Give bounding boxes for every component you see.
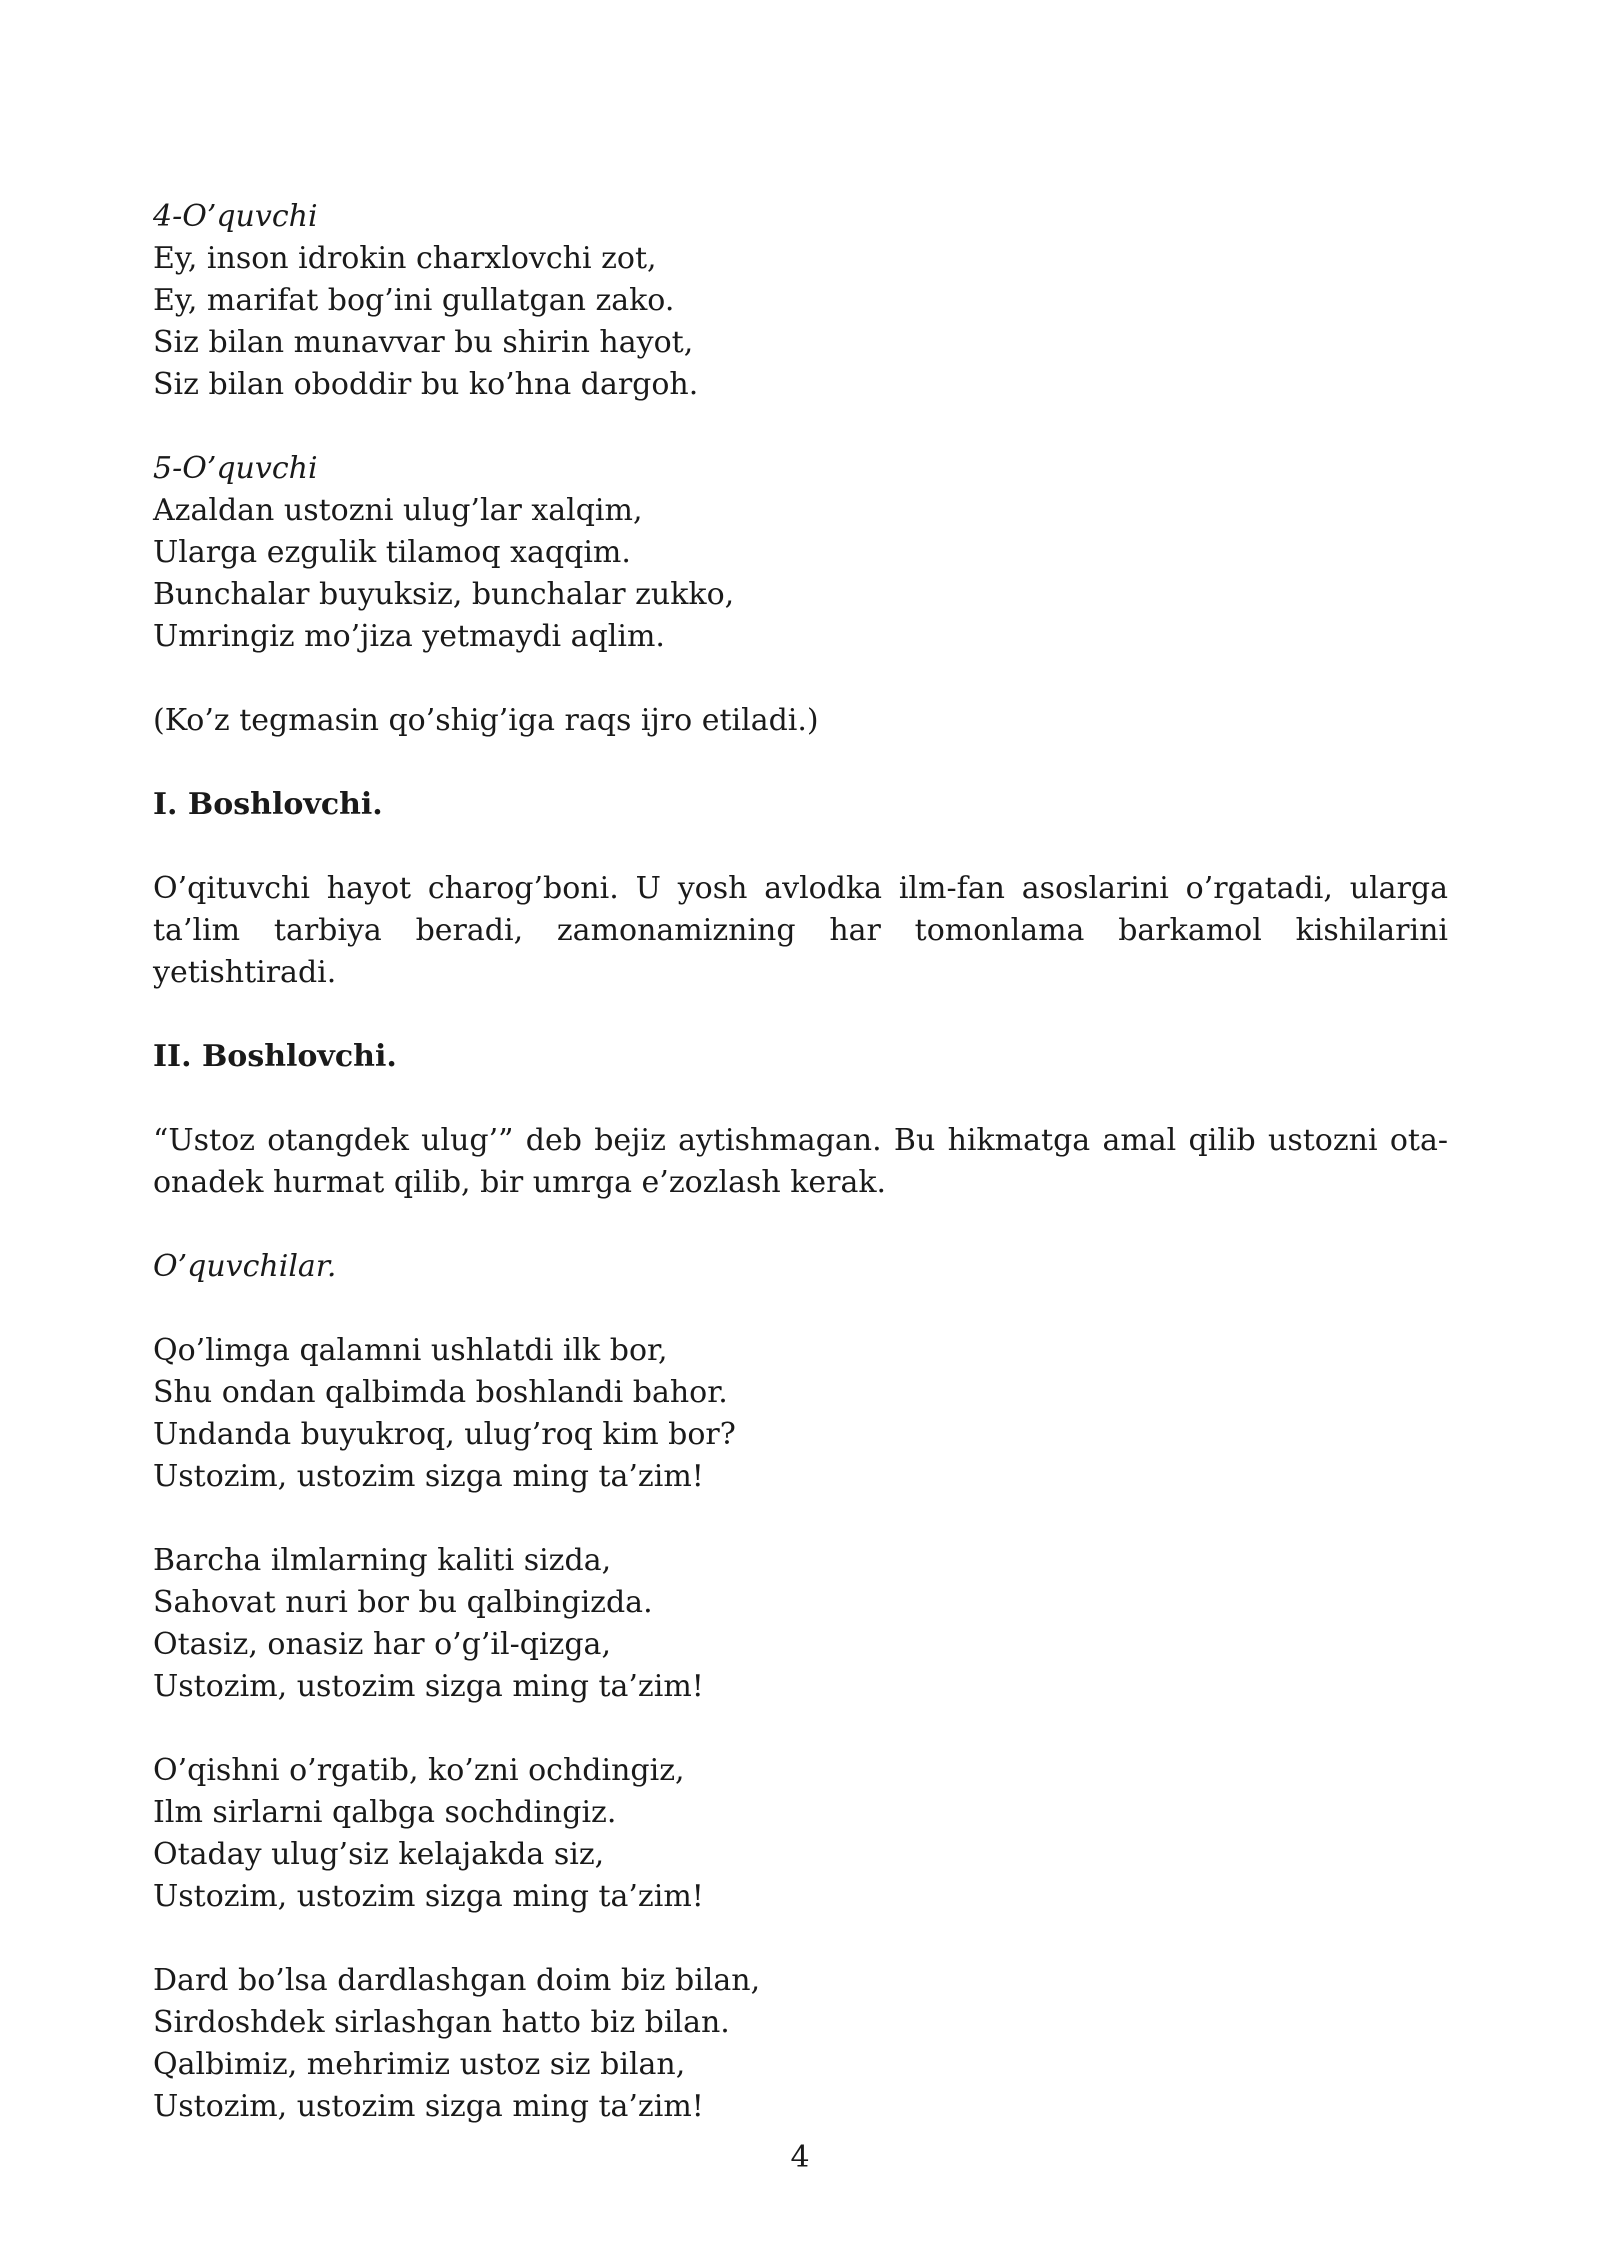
poem-line: Siz bilan oboddir bu ko’hna dargoh. — [153, 367, 699, 402]
poem-line: Ustozim, ustozim sizga ming ta’zim! — [153, 1669, 704, 1704]
poem-line: Azaldan ustozni ulug’lar xalqim, — [153, 493, 643, 528]
host-heading: II. Boshlovchi. — [153, 1039, 397, 1074]
poem-line: Qo’limga qalamni ushlatdi ilk bor, — [153, 1333, 668, 1368]
spacer — [153, 1078, 1448, 1120]
poem-line: Ey, marifat bog’ini gullatgan zako. — [153, 283, 675, 318]
speaker-label: O’quvchilar. — [153, 1249, 337, 1284]
document-page — [153, 196, 1448, 2128]
poem-line: Shu ondan qalbimda boshlandi bahor. — [153, 1375, 728, 1410]
poem-line: Ustozim, ustozim sizga ming ta’zim! — [153, 2089, 704, 2124]
poem-line: Siz bilan munavvar bu shirin hayot, — [153, 325, 694, 360]
page-number: 4 — [790, 2140, 810, 2175]
host-paragraph: “Ustoz otangdek ulug’” deb bejiz aytishmagan. Bu hikmatga amal qilib ustozni ota-onadek hurmat qilib, bir umrga e’zozlash kerak. — [153, 1123, 1448, 1200]
stage-direction: (Ko’z tegmasin qo’shig’iga raqs ijro etiladi.) — [153, 703, 819, 738]
spacer — [153, 826, 1448, 868]
speaker-label: 4-O’quvchi — [153, 199, 318, 234]
spacer — [153, 1708, 1448, 1750]
poem-line: Barcha ilmlarning kaliti sizda, — [153, 1543, 612, 1578]
spacer — [153, 994, 1448, 1036]
spacer — [153, 1918, 1448, 1960]
poem-line: Umringiz mo’jiza yetmaydi aqlim. — [153, 619, 665, 654]
poem-line: O’qishni o’rgatib, ko’zni ochdingiz, — [153, 1753, 685, 1788]
spacer — [153, 1288, 1448, 1330]
poem-line: Ey, inson idrokin charxlovchi zot, — [153, 241, 657, 276]
spacer — [153, 1498, 1448, 1540]
spacer — [153, 406, 1448, 448]
poem-line: Ularga ezgulik tilamoq xaqqim. — [153, 535, 631, 570]
poem-line: Ilm sirlarni qalbga sochdingiz. — [153, 1795, 617, 1830]
spacer — [153, 1204, 1448, 1246]
poem-line: Otaday ulug’siz kelajakda siz, — [153, 1837, 605, 1872]
poem-line: Qalbimiz, mehrimiz ustoz siz bilan, — [153, 2047, 686, 2082]
poem-line: Ustozim, ustozim sizga ming ta’zim! — [153, 1879, 704, 1914]
spacer — [153, 742, 1448, 784]
speaker-label: 5-O’quvchi — [153, 451, 318, 486]
poem-line: Sahovat nuri bor bu qalbingizda. — [153, 1585, 653, 1620]
spacer — [153, 658, 1448, 700]
poem-line: Ustozim, ustozim sizga ming ta’zim! — [153, 1459, 704, 1494]
host-heading: I. Boshlovchi. — [153, 787, 383, 822]
poem-line: Undanda buyukroq, ulug’roq kim bor? — [153, 1417, 736, 1452]
poem-line: Sirdoshdek sirlashgan hatto biz bilan. — [153, 2005, 730, 2040]
poem-line: Dard bo’lsa dardlashgan doim biz bilan, — [153, 1963, 761, 1998]
poem-line: Otasiz, onasiz har o’g’il-qizga, — [153, 1627, 611, 1662]
host-paragraph: O’qituvchi hayot charog’boni. U yosh avlodka ilm-fan asoslarini o’rgatadi, ularga ta’lim tarbiya beradi, zamonamizning har tomonlama barkamol kishilarini yetishtiradi. — [153, 871, 1448, 990]
poem-line: Bunchalar buyuksiz, bunchalar zukko, — [153, 577, 735, 612]
